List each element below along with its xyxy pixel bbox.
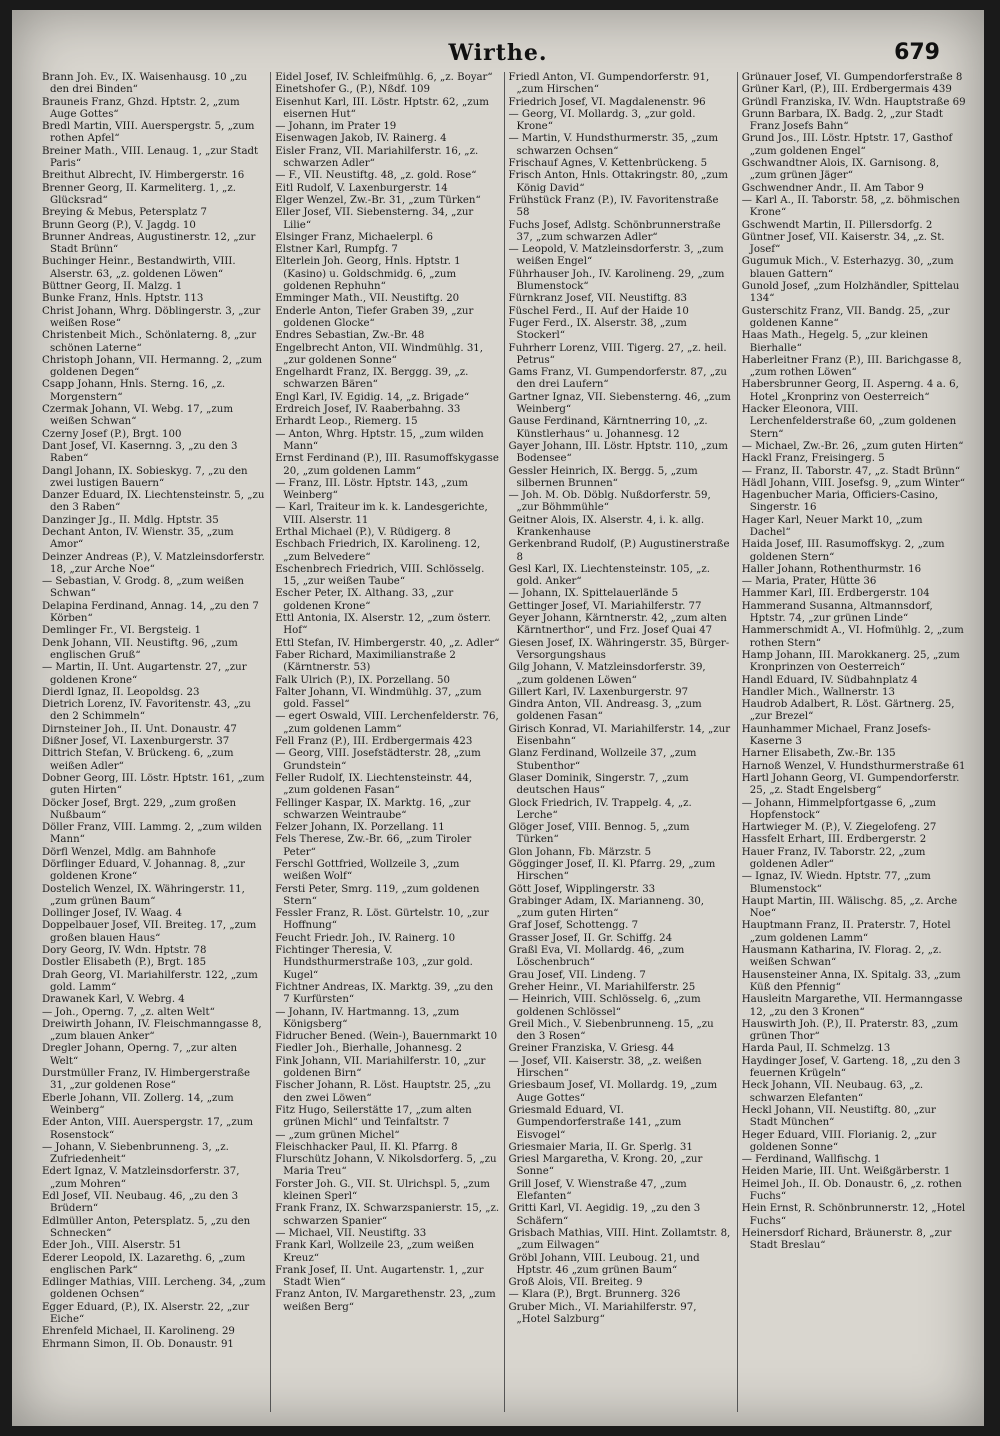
directory-entry: Dobner Georg, III. Löstr. Hptstr. 161, „zum guten Hirten“ <box>42 772 265 797</box>
directory-entry: Doppelbauer Josef, VII. Breiteg. 17, „zum großen blauen Haus“ <box>42 920 257 944</box>
directory-entry: — Martin, II. Unt. Augartenstr. 27, „zur goldenen Krone“ <box>42 662 247 686</box>
directory-entry: Büttner Georg, II. Malzg. 1 <box>42 281 183 293</box>
directory-entry: Eisler Franz, VII. Mariahilferstr. 16, „z. schwarzen Adler“ <box>275 145 479 170</box>
directory-entry: Brenner Georg, II. Karmeliterg. 1, „z. Glücksrad“ <box>42 182 236 206</box>
directory-entry: Graßl Eva, VI. Mollardg. 46, „zum Löschenbruch“ <box>508 945 685 969</box>
directory-entry: Eder Anton, VIII. Auerspergstr. 17, „zum Rosenstock“ <box>42 1117 254 1141</box>
directory-entry: Greher Heinr., VI. Mariahilferstr. 25 <box>508 981 696 993</box>
directory-entry: — Joh., Operng. 7, „z. alten Welt“ <box>42 1006 215 1018</box>
directory-entry: Frank Franz, IX. Schwarzspanierstr. 15, „z. schwarzen Spanier“ <box>275 1203 500 1227</box>
directory-entry: Handler Mich., Wallnerstr. 13 <box>741 686 896 698</box>
directory-entry: Christenbeit Mich., Schönlaterng. 8, „zur schönen Laterne“ <box>42 330 257 354</box>
directory-entry: Gillert Karl, IV. Laxenburgerstr. 97 <box>508 686 689 698</box>
directory-entry: Gettinger Josef, VI. Mariahilferstr. 77 <box>508 600 702 612</box>
directory-entry: Heck Johann, VII. Neubaug. 63, „z. schwarzen Elefanten“ <box>741 1080 924 1104</box>
directory-entry: Danzinger Jg., II. Mdlg. Hptstr. 35 <box>42 514 219 526</box>
directory-entry: Gause Ferdinand, Kärntnerring 10, „z. Künstlerhaus“ u. Johannesg. 12 <box>508 416 708 440</box>
column-2 <box>271 72 504 1412</box>
directory-entry: Dörfl Wenzel, Mdlg. am Bahnhofe <box>42 846 216 858</box>
directory-entry: Hammerand Susanna, Altmannsdorf, Hptstr. 74, „zur grünen Linde“ <box>741 600 933 625</box>
directory-entry: Gögginger Josef, II. Kl. Pfarrg. 29, „zum Hirschen“ <box>508 859 716 883</box>
directory-entry: — Joh. M. Ob. Döblg. Nußdorferstr. 59, „zur Böhmmühle“ <box>508 490 711 514</box>
directory-entry: Deinzer Andreas (P.), V. Matzleinsdorferstr. 18, „zur Arche Noe“ <box>42 551 265 575</box>
directory-entry: Hauptmann Franz, II. Praterstr. 7, Hotel „zum goldenen Lamm“ <box>741 920 951 944</box>
directory-entry: Ernst Ferdinand (P.), III. Rasumoffskygasse 20, „zum goldenen Lamm“ <box>275 453 499 477</box>
directory-entry: Friedl Anton, VI. Gumpendorferstr. 91, „zum Hirschen“ <box>508 72 710 96</box>
directory-entry: Dörflinger Eduard, V. Johannag. 8, „zur goldenen Krone“ <box>42 859 246 883</box>
directory-entry: Endres Sebastian, Zw.-Br. 48 <box>275 330 425 342</box>
directory-entry: Brann Joh. Ev., IX. Waisenhausg. 10 „zu den drei Binden“ <box>42 72 248 96</box>
directory-entry: Greiner Franziska, V. Griesg. 44 <box>508 1043 675 1055</box>
directory-entry: Eschbach Friedrich, IX. Karolineng. 12, „zum Belvedere“ <box>275 539 481 563</box>
directory-entry: Frühstück Franz (P.), IV. Favoritenstraße 58 <box>508 194 719 219</box>
directory-entry: Egger Eduard, (P.), IX. Alserstr. 22, „zur Eiche“ <box>42 1301 250 1325</box>
directory-entry: Eberle Johann, VII. Zollerg. 14, „zum Weinberg“ <box>42 1092 234 1116</box>
directory-entry: Fuger Ferd., IX. Alserstr. 38, „zum Stockerl“ <box>508 317 687 342</box>
directory-entry: Gesl Karl, IX. Liechtensteinstr. 105, „z. gold. Anker“ <box>508 563 710 588</box>
page-title: Wirthe. <box>448 40 548 66</box>
directory-entry: Hartl Johann Georg, VI. Gumpendorferstr. 25, „z. Stadt Engelsberg“ <box>741 772 960 797</box>
directory-entry: Grunn Barbara, IX. Badg. 2, „zur Stadt Franz Josefs Bahn“ <box>741 108 943 133</box>
directory-entry: Harnoß Wenzel, V. Hundsthurmerstraße 61 <box>741 760 966 772</box>
directory-entry: Feucht Friedr. Joh., IV. Rainerg. 10 <box>275 932 456 944</box>
directory-entry: Gartner Ignaz, VII. Siebensterng. 46, „zum Weinberg“ <box>508 391 731 416</box>
directory-entry: Ehrenfeld Michael, II. Karolineng. 29 <box>42 1326 235 1338</box>
directory-entry: Czerny Josef (P.), Brgt. 100 <box>42 428 182 440</box>
directory-entry: Fürnkranz Josef, VII. Neustiftg. 83 <box>508 293 687 305</box>
column-1 <box>38 72 271 1412</box>
directory-entry: Haida Josef, III. Rasumoffskyg. 2, „zum goldenen Stern“ <box>741 539 945 563</box>
directory-entry: Haudrob Adalbert, R. Löst. Gärtnerg. 25, „zur Brezel“ <box>741 699 955 723</box>
directory-entry: Heiden Marie, III. Unt. Weißgärberstr. 1 <box>741 1166 951 1178</box>
directory-entry: Demlinger Fr., VI. Bergsteig. 1 <box>42 625 201 637</box>
directory-entry: Brauneis Franz, Ghzd. Hptstr. 2, „zum Auge Gottes“ <box>42 96 240 120</box>
directory-entry: Denk Johann, VII. Neustiftg. 96, „zum englischen Gruß“ <box>42 637 238 661</box>
directory-entry: Ettl Stefan, IV. Himbergerstr. 40, „z. Adler“ <box>275 637 500 649</box>
directory-entry: Hacker Eleonora, VIII. Lerchenfelderstraße 60, „zum goldenen Stern“ <box>741 404 957 440</box>
directory-entry: Güntner Josef, VII. Kaiserstr. 34, „z. St. Josef“ <box>741 231 945 256</box>
directory-entry: Elsinger Franz, Michaelerpl. 6 <box>275 231 434 243</box>
directory-entry: Frank Karl, Wollzeile 23, „zum weißen Kreuz“ <box>275 1240 475 1264</box>
directory-entry: Frank Josef, II. Unt. Augartenstr. 1, „zur Stadt Wien“ <box>275 1264 484 1289</box>
directory-entry: Gessler Heinrich, IX. Bergg. 5, „zum silbernen Brunnen“ <box>508 465 698 489</box>
directory-entry: Hackl Franz, Freisingerg. 5 <box>741 453 885 465</box>
directory-entry: Fink Johann, VII. Mariahilferstr. 10, „zur goldenen Birn“ <box>275 1055 486 1080</box>
column-3 <box>505 72 738 1412</box>
directory-entry: Fichtner Andreas, IX. Marktg. 39, „zu den 7 Kurfürsten“ <box>275 981 494 1006</box>
directory-entry: — Sebastian, V. Grodg. 8, „zum weißen Schwan“ <box>42 576 244 600</box>
directory-entry: Harda Paul, II. Schmelzg. 13 <box>741 1043 891 1055</box>
directory-entry: Gugumuk Mich., V. Esterhazyg. 30, „zum blauen Gattern“ <box>741 256 954 280</box>
directory-entry: Heimel Joh., II. Ob. Donaustr. 6, „z. rothen Fuchs“ <box>741 1178 962 1203</box>
directory-entry: Gunold Josef, „zum Holzhändler, Spittelau 134“ <box>741 281 960 305</box>
directory-entry: Dant Josef, VI. Kasernng. 3, „zu den 3 Raben“ <box>42 440 238 465</box>
directory-entry: Gayer Johann, III. Löstr. Hptstr. 110, „zum Bodensee“ <box>508 440 728 465</box>
directory-entry: Eschenbrech Friedrich, VIII. Schlösselg. 15, „zur weißen Taube“ <box>275 563 485 588</box>
directory-entry: Csapp Johann, Hnls. Sterng. 16, „z. Morgenstern“ <box>42 379 226 403</box>
directory-entry: Gött Josef, Wipplingerstr. 33 <box>508 883 656 895</box>
directory-entry: Grüner Karl, (P.), III. Erdbergermais 439 <box>741 84 952 96</box>
directory-entry: Dietrich Lorenz, IV. Favoritenstr. 43, „zu den 2 Schimmeln“ <box>42 699 251 723</box>
directory-entry: Griesbaum Josef, VI. Mollardg. 19, „zum Auge Gottes“ <box>508 1080 718 1104</box>
directory-entry: Fersti Peter, Smrg. 119, „zum goldenen Stern“ <box>275 883 480 907</box>
directory-entry: — Georg, VI. Mollardg. 3, „zur gold. Krone“ <box>508 108 696 133</box>
directory-entry: Habersbrunner Georg, II. Asperng. 4 a. 6, Hotel „Kronprinz von Oesterreich“ <box>741 379 959 403</box>
directory-entry: — Johann, IV. Hartmanng. 13, „zum Königsberg“ <box>275 1006 460 1030</box>
directory-entry: — Franz, III. Löstr. Hptstr. 143, „zum Weinberg“ <box>275 477 468 502</box>
directory-entry: Franz Anton, IV. Margarethenstr. 23, „zum weißen Berg“ <box>275 1289 496 1313</box>
directory-entry: Eisenwagen Jakob, IV. Rainerg. 4 <box>275 133 447 145</box>
directory-entry: Gröbl Johann, VIII. Leuboug. 21, und Hptstr. 46 „zum grünen Baum“ <box>508 1252 700 1276</box>
directory-entry: Geitner Alois, IX. Alserstr. 4, i. k. allg. Krankenhause <box>508 514 705 538</box>
directory-entry: — Ignaz, IV. Wiedn. Hptstr. 77, „zum Blumenstock“ <box>741 871 931 895</box>
directory-entry: — Johann, V. Siebenbrunneng. 3, „z. Zufriedenheit“ <box>42 1141 229 1166</box>
directory-entry: Durstmüller Franz, IV. Himbergerstraße 31, „zur goldenen Rose“ <box>42 1068 251 1092</box>
document-page <box>12 10 984 1426</box>
directory-entry: Grasser Josef, II. Gr. Schiffg. 24 <box>508 932 673 944</box>
directory-entry: Glaser Dominik, Singerstr. 7, „zum deutschen Haus“ <box>508 772 689 797</box>
directory-entry: Hammerschmidt A., VI. Hofmühlg. 2, „zum rothen Stern“ <box>741 625 964 649</box>
directory-entry: Gruber Mich., VI. Mariahilferstr. 97, „Hotel Salzburg“ <box>508 1301 697 1325</box>
directory-entry: Bredl Martin, VIII. Auerspergstr. 5, „zum rothen Apfel“ <box>42 121 255 145</box>
directory-entry: — Franz, II. Taborstr. 47, „z. Stadt Brünn“ <box>741 465 961 477</box>
directory-entry: — Georg, VIII. Josefstädterstr. 28, „zum Grundstein“ <box>275 748 481 772</box>
directory-entry: Dirnsteiner Joh., II. Unt. Donaustr. 47 <box>42 723 237 735</box>
directory-entry: Edert Ignaz, V. Matzleinsdorferstr. 37, „zum Mohren“ <box>42 1166 240 1190</box>
directory-entry: Edl Josef, VII. Neubaug. 46, „zu den 3 Brüdern“ <box>42 1191 239 1215</box>
directory-entry: Erdreich Josef, IV. Raaberbahng. 33 <box>275 404 461 416</box>
directory-entry: Christoph Johann, VII. Hermanng. 2, „zum goldenen Degen“ <box>42 354 263 379</box>
directory-entry: Engl Karl, IV. Egidig. 14, „z. Brigade“ <box>275 391 470 403</box>
directory-entry: Fiedler Joh., Bierhalle, Johannesg. 2 <box>275 1043 463 1055</box>
directory-entry: Griesl Margaretha, V. Krong. 20, „zur Sonne“ <box>508 1154 703 1178</box>
directory-entry: — Johann, Himmelpfortgasse 6, „zum Hopfenstock“ <box>741 797 936 821</box>
directory-entry: Hamp Johann, III. Marokkanerg. 25, „zum Kronprinzen von Oesterreich“ <box>741 649 960 674</box>
directory-entry: Faber Richard, Maximilianstraße 2 (Kärntnerstr. 53) <box>275 649 456 674</box>
directory-entry: Grisbach Mathias, VIII. Hint. Zollamtstr. 8, „zum Eilwagen“ <box>508 1227 731 1252</box>
directory-entry: Edlinger Mathias, VIII. Lercheng. 34, „zum goldenen Ochsen“ <box>42 1277 266 1301</box>
directory-entry: — F., VII. Neustiftg. 48, „z. gold. Rose“ <box>275 170 477 182</box>
directory-entry: — Ferdinand, Wallfischg. 1 <box>741 1154 881 1166</box>
directory-entry: Eitl Rudolf, V. Laxenburgerstr. 14 <box>275 182 448 194</box>
directory-entry: Elger Wenzel, Zw.-Br. 31, „zum Türken“ <box>275 194 481 206</box>
directory-entry: — „zum grünen Michel“ <box>275 1129 400 1141</box>
directory-entry: Fleischhacker Paul, II. Kl. Pfarrg. 8 <box>275 1141 458 1153</box>
directory-entry: Enderle Anton, Tiefer Graben 39, „zur goldenen Glocke“ <box>275 305 474 329</box>
directory-entry: Hassfelt Erhart, III. Erdbergerstr. 2 <box>741 834 927 846</box>
directory-entry: Haydinger Josef, V. Garteng. 18, „zu den 3 feuernen Krügeln“ <box>741 1055 961 1080</box>
directory-entry: — Anton, Whrg. Hptstr. 15, „zum wilden Mann“ <box>275 428 484 452</box>
directory-entry: Eidel Josef, IV. Schleifmühlg. 6, „z. Boyar“ <box>275 72 493 83</box>
directory-entry: Emminger Math., VII. Neustiftg. 20 <box>275 293 460 305</box>
directory-entry: Buchinger Heinr., Bestandwirth, VIII. Alserstr. 63, „z. goldenen Löwen“ <box>42 256 236 280</box>
directory-entry: Erhardt Leop., Riemerg. 15 <box>275 416 418 428</box>
directory-entry: Haller Johann, Rothenthurmstr. 16 <box>741 563 922 575</box>
directory-entry: Dregler Johann, Operng. 7, „zur alten Welt“ <box>42 1043 238 1067</box>
directory-entry: Gams Franz, VI. Gumpendorferstr. 87, „zu den drei Laufern“ <box>508 367 727 391</box>
directory-entry: — Maria, Prater, Hütte 36 <box>741 576 877 588</box>
page-number: 679 <box>894 40 940 65</box>
directory-entry: — Heinrich, VIII. Schlösselg. 6, „zum goldenen Schlössel“ <box>508 994 701 1018</box>
directory-entry: Einetshofer G., (P.), Nßdf. 109 <box>275 84 430 96</box>
directory-entry: — Klara (P.), Brgt. Brunnerg. 326 <box>508 1289 681 1301</box>
directory-entry: Hartwieger M. (P.), V. Ziegelofeng. 27 <box>741 822 937 834</box>
directory-entry: Greil Mich., V. Siebenbrunneng. 15, „zu den 3 Rosen“ <box>508 1018 714 1043</box>
directory-entry: Fessler Franz, R. Löst. Gürtelstr. 10, „zur Hoffnung“ <box>275 908 489 932</box>
directory-entry: Graf Josef, Schottengg. 7 <box>508 920 639 932</box>
directory-entry: Elterlein Joh. Georg, Hnls. Hptstr. 1 (Kasino) u. Goldschmidg. 6, „zum goldenen Rephuhn“ <box>275 256 461 293</box>
directory-entry: Drah Georg, VI. Mariahilferstr. 122, „zum gold. Lamm“ <box>42 969 258 993</box>
directory-entry: Hammer Karl, III. Erdbergerstr. 104 <box>741 588 930 600</box>
directory-entry: Heger Eduard, VIII. Florianig. 2, „zur goldenen Sonne“ <box>741 1129 937 1153</box>
directory-entry: Drawanek Karl, V. Webrg. 4 <box>42 994 185 1006</box>
directory-entry: Döcker Josef, Brgt. 229, „zum großen Nußbaum“ <box>42 797 237 821</box>
directory-entry: Ferschl Gottfried, Wollzeile 3, „zum weißen Wolf“ <box>275 859 460 883</box>
directory-entry: Dierdl Ignaz, II. Leopoldsg. 23 <box>42 686 200 698</box>
directory-entry: Fuhrherr Lorenz, VIII. Tigerg. 27, „z. heil. Petrus“ <box>508 342 727 366</box>
directory-entry: Ettl Antonia, IX. Alserstr. 12, „zum österr. Hof“ <box>275 613 491 637</box>
directory-entry: Erthal Michael (P.), V. Rüdigerg. 8 <box>275 526 451 538</box>
directory-entry: — egert Oswald, VIII. Lerchenfelderstr. 76, „zum goldenen Lamm“ <box>275 711 499 735</box>
directory-entry: Dory Georg, IV. Wdn. Hptstr. 78 <box>42 945 207 957</box>
directory-entry: Brunner Andreas, Augustinerstr. 12, „zur Stadt Brünn“ <box>42 231 256 256</box>
directory-entry: Grabinger Adam, IX. Marianneng. 30, „zum guten Hirten“ <box>508 895 705 920</box>
directory-entry: Dostelich Wenzel, IX. Währingerstr. 11, „zum grünen Baum“ <box>42 883 245 907</box>
directory-entry: Glon Johann, Fb. Märzstr. 5 <box>508 846 652 858</box>
directory-entry: Eller Josef, VII. Siebensterng. 34, „zur Lilie“ <box>275 207 474 231</box>
directory-entry: Fitz Hugo, Seilerstätte 17, „zum alten grünen Michl“ und Teinfaltstr. 7 <box>275 1104 472 1129</box>
directory-entry: Füschel Ferd., II. Auf der Haide 10 <box>508 305 689 317</box>
directory-entry: Engelhardt Franz, IX. Berggg. 39, „z. schwarzen Bären“ <box>275 367 469 391</box>
directory-entry: Hauswirth Joh. (P.), II. Praterstr. 83, „zum grünen Thor“ <box>741 1018 959 1043</box>
directory-entry: Harner Elisabeth, Zw.-Br. 135 <box>741 748 896 760</box>
directory-entry: Geyer Johann, Kärntnerstr. 42, „zum alten Kärntnerthor“, und Frz. Josef Quai 47 <box>508 613 727 637</box>
directory-entry: Hauer Franz, IV. Taborstr. 22, „zum goldenen Adler“ <box>741 846 926 870</box>
directory-entry: Döller Franz, VIII. Lammg. 2, „zum wilden Mann“ <box>42 822 262 846</box>
directory-entry: Gschwendner Andr., II. Am Tabor 9 <box>741 182 924 194</box>
directory-entry: Griesmaier Maria, II. Gr. Sperlg. 31 <box>508 1141 693 1153</box>
directory-entry: — Martin, V. Hundsthurmerstr. 35, „zum schwarzen Ochsen“ <box>508 133 718 157</box>
directory-entry: Haunhammer Michael, Franz Josefs-Kaserne 3 <box>741 723 931 748</box>
directory-entry: — Leopold, V. Matzleinsdorferstr. 3, „zum weißen Engel“ <box>508 244 724 268</box>
directory-entry: Heinersdorf Richard, Bräunerstr. 8, „zur Stadt Breslau“ <box>741 1227 952 1252</box>
directory-entry: Hädl Johann, VIII. Josefsg. 9, „zum Winter“ <box>741 477 965 489</box>
directory-entry: Frisch Anton, Hnls. Ottakringstr. 80, „zum König David“ <box>508 170 728 194</box>
directory-entry: Christ Johann, Whrg. Döblingerstr. 3, „zur weißen Rose“ <box>42 305 261 329</box>
directory-entry: Ehrmann Simon, II. Ob. Donaustr. 91 <box>42 1338 234 1350</box>
directory-entry: Haupt Martin, III. Wälischg. 85, „z. Arche Noe“ <box>741 895 958 920</box>
directory-entry: — Karl, Traiteur im k. k. Landesgerichte, VIII. Alserstr. 11 <box>275 502 488 526</box>
column-4 <box>738 72 970 1412</box>
directory-entry: Gschwandtner Alois, IX. Garnisong. 8, „zum grünen Jäger“ <box>741 158 940 182</box>
directory-entry: Grund Jos., III. Löstr. Hptstr. 17, Gasthof „zum goldenen Engel“ <box>741 133 953 157</box>
directory-entry: Dittrich Stefan, V. Brückeng. 6, „zum weißen Adler“ <box>42 748 234 772</box>
directory-entry: Bunke Franz, Hnls. Hptstr. 113 <box>42 293 204 305</box>
directory-entry: Glöger Josef, VIII. Bennog. 5, „zum Türken“ <box>508 822 690 846</box>
directory-entry: Danzer Eduard, IX. Liechtensteinstr. 5, „zu den 3 Raben“ <box>42 490 265 514</box>
directory-entry: Fidrucher Bened. (Wein-), Bauernmarkt 10 <box>275 1031 498 1043</box>
directory-entry: Dreiwirth Johann, IV. Fleischmanngasse 8, „zum blauen Anker“ <box>42 1018 262 1043</box>
directory-entry: Dechant Anton, IV. Wienstr. 35, „zum Amor“ <box>42 526 234 551</box>
directory-entry: Fischer Johann, R. Löst. Hauptstr. 25, „zu den zwei Löwen“ <box>275 1080 491 1104</box>
directory-entry: Falk Ulrich (P.), IX. Porzellang. 50 <box>275 674 451 686</box>
directory-entry: Ederer Leopold, IX. Lazarethg. 6, „zum englischen Park“ <box>42 1252 246 1276</box>
directory-entry: — Michael, VII. Neustiftg. 33 <box>275 1227 427 1239</box>
directory-entry: Griesmald Eduard, VI. Gumpendorferstraße 141, „zum Eisvogel“ <box>508 1104 682 1141</box>
directory-entry: Forster Joh. G., VII. St. Ulrichspl. 5, „zum kleinen Sperl“ <box>275 1178 490 1203</box>
directory-entry: Fell Franz (P.), III. Erdbergermais 423 <box>275 736 473 748</box>
directory-entry: Friedrich Josef, VI. Magdalenenstr. 96 <box>508 96 706 108</box>
directory-entry: Falter Johann, VI. Windmühlg. 37, „zum gold. Fassel“ <box>275 686 482 711</box>
directory-entry: Groß Alois, VII. Breiteg. 9 <box>508 1277 643 1289</box>
directory-entry: Haberleitner Franz (P.), III. Barichgasse 8, „zum rothen Löwen“ <box>741 354 962 379</box>
directory-entry: Gilg Johann, V. Matzleinsdorferstr. 39, „zum goldenen Löwen“ <box>508 662 706 686</box>
directory-entry: Delapina Ferdinand, Annag. 14, „zu den 7 Körben“ <box>42 600 259 625</box>
directory-entry: Czermak Johann, VI. Webg. 17, „zum weißen Schwan“ <box>42 404 234 428</box>
directory-entry: Breiner Math., VIII. Lenaug. 1, „zur Stadt Paris“ <box>42 145 259 170</box>
directory-entry: Glock Friedrich, IV. Trappelg. 4, „z. Lerche“ <box>508 797 692 821</box>
directory-entry: — Johann, IX. Spittelauerlände 5 <box>508 588 679 600</box>
directory-entry: Dostler Elisabeth (P.), Brgt. 185 <box>42 957 207 969</box>
directory-entry: Breithut Albrecht, IV. Himbergerstr. 16 <box>42 170 245 182</box>
directory-entry: Frischauf Agnes, V. Kettenbrückeng. 5 <box>508 158 708 170</box>
directory-entry: Escher Peter, IX. Althang. 33, „zur goldenen Krone“ <box>275 588 454 612</box>
page-header <box>12 40 984 76</box>
directory-entry: Hausleitn Margarethe, VII. Hermanngasse 12, „zu den 3 Kronen“ <box>741 994 963 1018</box>
directory-entry: Hausensteiner Anna, IX. Spitalg. 33, „zum Küß den Pfennig“ <box>741 969 961 993</box>
directory-entry: Eisenhut Karl, III. Löstr. Hptstr. 62, „zum eisernen Hut“ <box>275 96 489 120</box>
directory-entry: Heckl Johann, VII. Neustiftg. 80, „zur Stadt München“ <box>741 1104 936 1129</box>
directory-entry: — Karl A., II. Taborstr. 58, „z. böhmischen Krone“ <box>741 194 960 219</box>
directory-entry: Grill Josef, V. Wienstraße 47, „zum Elefanten“ <box>508 1178 687 1203</box>
directory-entry: Giesen Josef, IX. Währingerstr. 35, Bürger-Versorgungshaus <box>508 637 730 661</box>
directory-entry: Girisch Konrad, VI. Mariahilferstr. 14, „zur Eisenbahn“ <box>508 723 731 748</box>
directory-entry: Fuchs Josef, Adlstg. Schönbrunnerstraße 37, „zum schwarzen Adler“ <box>508 219 721 243</box>
directory-entry: Flurschütz Johann, V. Nikolsdorferg. 5, „zu Maria Treu“ <box>275 1154 497 1178</box>
directory-entry: Gindra Anton, VII. Andreasg. 3, „zum goldenen Fasan“ <box>508 699 702 723</box>
directory-entry: Führhauser Joh., IV. Karolineng. 29, „zum Blumenstock“ <box>508 268 725 293</box>
directory-entry: Dißner Josef, VI. Laxenburgerstr. 37 <box>42 736 230 748</box>
directory-entry: Handl Eduard, IV. Südbahnplatz 4 <box>741 674 918 686</box>
directory-entry: Eder Joh., VIII. Alserstr. 51 <box>42 1240 182 1252</box>
directory-entry: Gerkenbrand Rudolf, (P.) Augustinerstraße 8 <box>508 539 730 563</box>
directory-entry: — Josef, VII. Kaiserstr. 38, „z. weißen Hirschen“ <box>508 1055 702 1080</box>
directory-entry: Glanz Ferdinand, Wollzeile 37, „zum Stubenthor“ <box>508 748 697 772</box>
directory-entry: Gründl Franziska, IV. Wdn. Hauptstraße 69 <box>741 96 966 108</box>
directory-entry: Brunn Georg (P.), V. Jagdg. 10 <box>42 219 196 231</box>
directory-entry: Gritti Karl, VI. Aegidig. 19, „zu den 3 Schäfern“ <box>508 1203 701 1227</box>
directory-entry: Breying & Mebus, Petersplatz 7 <box>42 207 207 219</box>
directory-entry: Hausmann Katharina, IV. Florag. 2, „z. weißen Schwan“ <box>741 945 942 969</box>
directory-entry: Fellinger Kaspar, IX. Marktg. 16, „zur schwarzen Weintraube“ <box>275 797 471 821</box>
directory-entry: Fichtinger Theresia, V. Hundsthurmerstraße 103, „zur gold. Kugel“ <box>275 945 473 981</box>
directory-entry: — Michael, Zw.-Br. 26, „zum guten Hirten“ <box>741 440 964 452</box>
directory-columns <box>38 72 970 1412</box>
directory-entry: Gusterschitz Franz, VII. Bandg. 25, „zur goldenen Kanne“ <box>741 305 950 329</box>
directory-entry: Grünauer Josef, VI. Gumpendorferstraße 8 <box>741 72 963 83</box>
directory-entry: Hein Ernst, R. Schönbrunnerstr. 12, „Hotel Fuchs“ <box>741 1203 966 1227</box>
directory-entry: Gschwendt Martin, II. Pillersdorfg. 2 <box>741 219 933 231</box>
directory-entry: — Johann, im Prater 19 <box>275 121 397 133</box>
directory-entry: Hager Karl, Neuer Markt 10, „zum Dachel“ <box>741 514 923 538</box>
directory-entry: Hagenbucher Maria, Officiers-Casino, Singerstr. 16 <box>741 490 939 514</box>
directory-entry: Haas Math., Hegelg. 5, „zur kleinen Bierhalle“ <box>741 330 928 354</box>
directory-entry: Feller Rudolf, IX. Liechtensteinstr. 44, „zum goldenen Fasan“ <box>275 772 473 797</box>
directory-entry: Fels Therese, Zw.-Br. 66, „zum Tiroler Peter“ <box>275 834 472 858</box>
directory-entry: Felzer Johann, IX. Porzellang. 11 <box>275 822 445 834</box>
directory-entry: Grau Josef, VII. Lindeng. 7 <box>508 969 646 981</box>
directory-entry: Edlmüller Anton, Petersplatz. 5, „zu den Schnecken“ <box>42 1215 251 1239</box>
directory-entry: Dollinger Josef, IV. Waag. 4 <box>42 908 182 920</box>
directory-entry: Elstner Karl, Rumpfg. 7 <box>275 244 398 256</box>
directory-entry: Engelbrecht Anton, VII. Windmühlg. 31, „zur goldenen Sonne“ <box>275 342 484 366</box>
directory-entry: Dangl Johann, IX. Sobieskyg. 7, „zu den zwei lustigen Bauern“ <box>42 465 248 489</box>
